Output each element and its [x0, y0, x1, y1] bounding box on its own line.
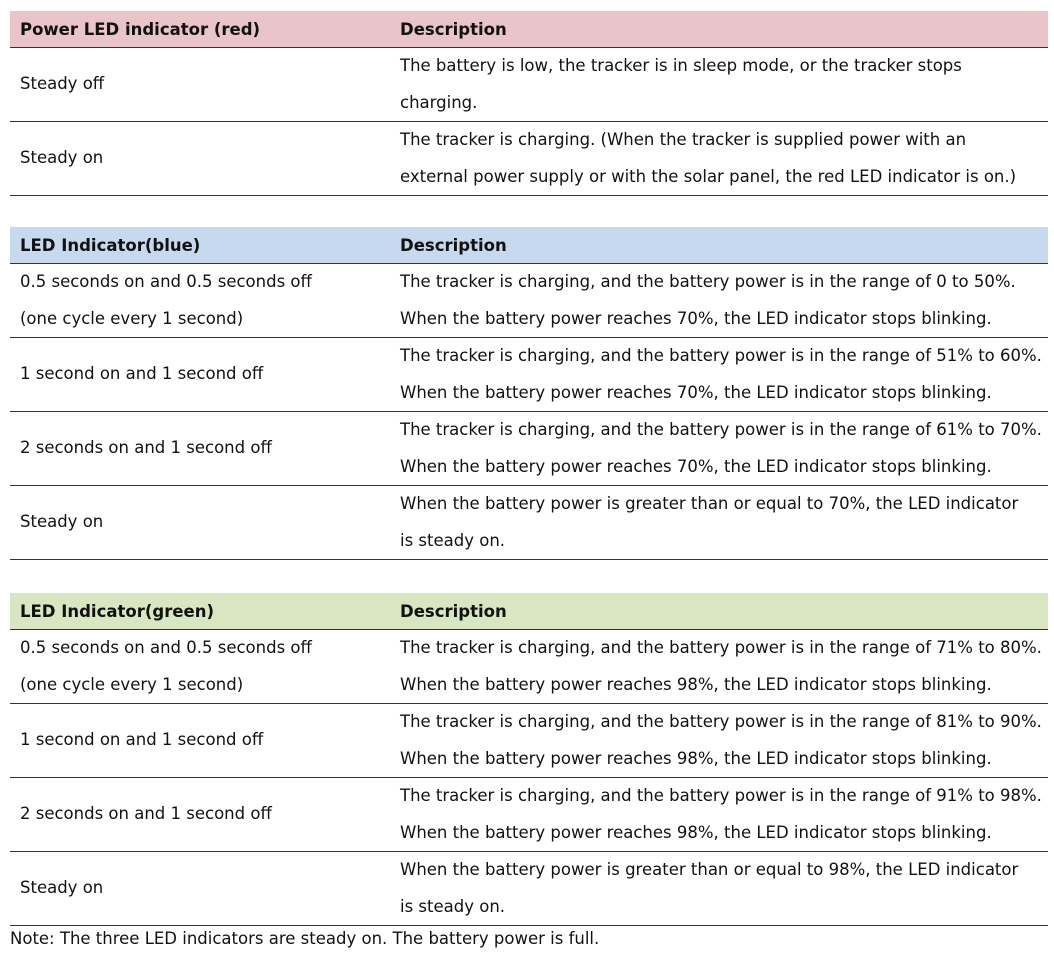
description-line: is steady on.: [400, 896, 506, 916]
description-line: When the battery power reaches 98%, the LED indicator stops blinking.: [400, 822, 992, 842]
green-table-header-state: LED Indicator(green): [10, 593, 390, 630]
description-line: charging.: [400, 92, 478, 112]
description-cell: [390, 852, 1048, 926]
description-line: The tracker is charging, and the battery power is in the range of 61% to 70%.: [400, 420, 1042, 439]
description-line: When the battery power reaches 70%, the LED indicator stops blinking.: [400, 382, 992, 402]
description-line: The tracker is charging, and the battery power is in the range of 81% to 90%.: [400, 712, 1042, 731]
description-line: When the battery power reaches 98%, the LED indicator stops blinking.: [400, 674, 992, 694]
description-line: When the battery power reaches 98%, the LED indicator stops blinking.: [400, 748, 992, 768]
description-line: The tracker is charging, and the battery power is in the range of 91% to 98%.: [400, 786, 1042, 805]
state-cell: Steady on: [10, 486, 390, 560]
description-cell: [390, 704, 1048, 778]
table-spacer: [10, 196, 1048, 227]
state-line: 0.5 seconds on and 0.5 seconds off: [20, 272, 312, 291]
table-row: [10, 122, 1048, 196]
description-line: The battery is low, the tracker is in sleep mode, or the tracker stops: [400, 56, 962, 75]
description-cell: [390, 338, 1048, 412]
green-table-header-description: Description: [390, 593, 1048, 630]
description-line: The tracker is charging, and the battery power is in the range of 0 to 50%.: [400, 272, 1016, 291]
blue-led-table: [10, 227, 1048, 560]
state-cell: 2 seconds on and 1 second off: [10, 412, 390, 486]
state-cell: 1 second on and 1 second off: [10, 704, 390, 778]
table-row: [10, 778, 1048, 852]
description-line: When the battery power reaches 70%, the LED indicator stops blinking.: [400, 456, 992, 476]
state-line: 0.5 seconds on and 0.5 seconds off: [20, 638, 312, 657]
description-line: When the battery power reaches 70%, the LED indicator stops blinking.: [400, 308, 992, 328]
blue-table-header-state: LED Indicator(blue): [10, 227, 390, 264]
blue-table-header-description: Description: [390, 227, 1048, 264]
description-cell: [390, 630, 1048, 704]
description-cell: [390, 264, 1048, 338]
state-cell: Steady on: [10, 122, 390, 196]
description-line: The tracker is charging, and the battery power is in the range of 71% to 80%.: [400, 638, 1042, 657]
description-line: When the battery power is greater than or equal to 98%, the LED indicator: [400, 860, 1019, 879]
description-line: The tracker is charging. (When the tracker is supplied power with an: [400, 130, 967, 149]
footnote: Note: The three LED indicators are steady on. The battery power is full.: [10, 929, 600, 948]
table-row: [10, 486, 1048, 560]
state-cell: 1 second on and 1 second off: [10, 338, 390, 412]
red-led-table: [10, 11, 1048, 196]
description-cell: [390, 48, 1048, 122]
description-cell: [390, 486, 1048, 560]
description-line: external power supply or with the solar panel, the red LED indicator is on.): [400, 166, 1017, 186]
table-row: [10, 48, 1048, 122]
state-cell: [10, 630, 390, 704]
description-cell: [390, 122, 1048, 196]
description-cell: [390, 778, 1048, 852]
description-line: When the battery power is greater than or equal to 70%, the LED indicator: [400, 494, 1019, 513]
table-row: [10, 338, 1048, 412]
state-cell: [10, 264, 390, 338]
description-line: is steady on.: [400, 530, 506, 550]
table-row: [10, 412, 1048, 486]
blue-table-header-row: [10, 227, 1048, 264]
red-table-header-state: Power LED indicator (red): [10, 11, 390, 48]
green-led-table: [10, 593, 1048, 926]
state-cell: Steady on: [10, 852, 390, 926]
green-table-header-row: [10, 593, 1048, 630]
table-row: [10, 704, 1048, 778]
table-spacer: [10, 560, 1048, 593]
state-line: (one cycle every 1 second): [20, 674, 244, 694]
state-line: (one cycle every 1 second): [20, 308, 244, 328]
state-cell: 2 seconds on and 1 second off: [10, 778, 390, 852]
description-cell: [390, 412, 1048, 486]
description-line: The tracker is charging, and the battery power is in the range of 51% to 60%.: [400, 346, 1042, 365]
table-row: [10, 264, 1048, 338]
state-cell: Steady off: [10, 48, 390, 122]
table-row: [10, 852, 1048, 926]
table-row: [10, 630, 1048, 704]
led-indicator-document: [10, 11, 1048, 926]
red-table-header-description: Description: [390, 11, 1048, 48]
red-table-header-row: [10, 11, 1048, 48]
